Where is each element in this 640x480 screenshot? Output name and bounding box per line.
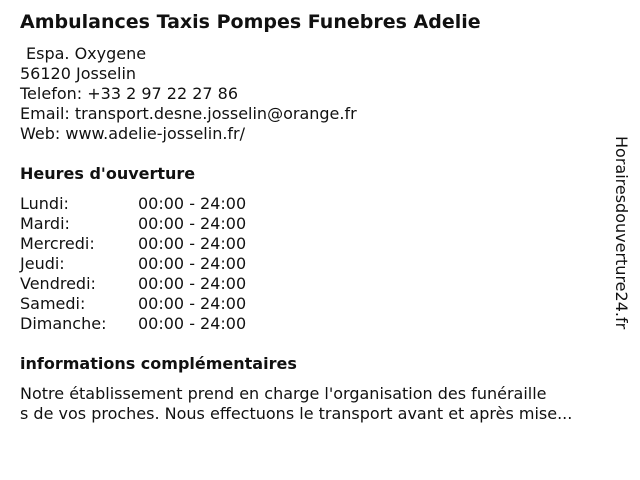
description-line: s de vos proches. Nous effectuons le transport avant et après mise... (20, 404, 573, 423)
hours-row-tuesday (20, 214, 246, 234)
city-postal: 56120 Josselin (20, 64, 137, 83)
street-address: Espa. Oxygene (26, 44, 147, 63)
time-range: 00:00 - 24:00 (138, 254, 247, 273)
opening-hours-heading: Heures d'ouverture (20, 164, 196, 183)
day-label: Dimanche: (20, 314, 107, 333)
hours-row-friday (20, 274, 246, 294)
hours-row-wednesday (20, 234, 246, 254)
email-address: Email: transport.desne.josselin@orange.fr (20, 104, 357, 123)
day-label: Samedi: (20, 294, 86, 313)
phone-number: Telefon: +33 2 97 22 27 86 (20, 84, 239, 103)
description-line: Notre établissement prend en charge l'organisation des funéraille (20, 384, 547, 403)
day-label: Vendredi: (20, 274, 96, 293)
time-range: 00:00 - 24:00 (138, 234, 247, 253)
hours-row-thursday (20, 254, 246, 274)
website: Web: www.adelie-josselin.fr/ (20, 124, 246, 143)
day-label: Lundi: (20, 194, 69, 213)
day-label: Mercredi: (20, 234, 95, 253)
day-label: Jeudi: (20, 254, 65, 273)
site-watermark: Horairesdouverture24.fr (612, 136, 631, 330)
time-range: 00:00 - 24:00 (138, 314, 247, 333)
business-name: Ambulances Taxis Pompes Funebres Adelie (20, 11, 481, 33)
time-range: 00:00 - 24:00 (138, 294, 247, 313)
time-range: 00:00 - 24:00 (138, 194, 247, 213)
hours-row-saturday (20, 294, 246, 314)
hours-row-sunday (20, 314, 246, 334)
day-label: Mardi: (20, 214, 70, 233)
opening-hours-list (20, 194, 246, 334)
time-range: 00:00 - 24:00 (138, 214, 247, 233)
additional-info-text (20, 384, 620, 424)
hours-row-monday (20, 194, 246, 214)
address-block (20, 44, 357, 144)
additional-info-heading: informations complémentaires (20, 354, 297, 373)
time-range: 00:00 - 24:00 (138, 274, 247, 293)
